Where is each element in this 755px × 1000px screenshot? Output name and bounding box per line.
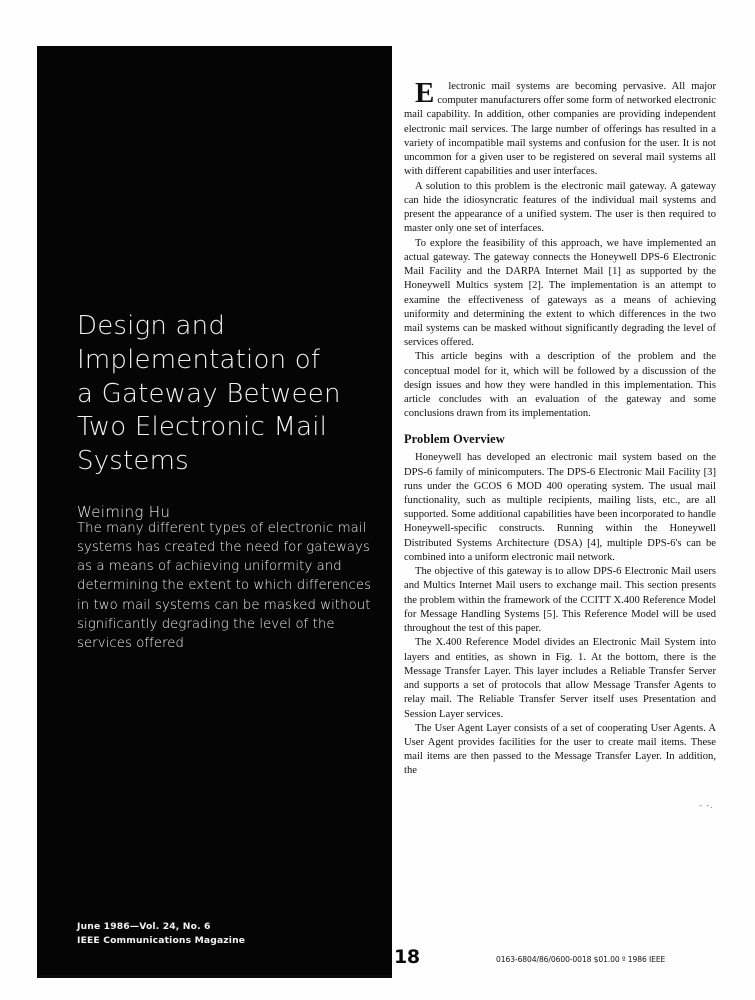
copyright-line: 0163-6804/86/0600-0018 $01.00 º 1986 IEEE bbox=[496, 955, 666, 964]
body-paragraph-text: lectronic mail systems are becoming pervasive. All major computer manufacturers offer some form of networked electronic mail capability. In addition, other companies are providing independent electronic mail services. The large number of offerings has resulted in a variety of incompatible mail systems and confusion for the user. It is not uncommon for a given user to be registered on several mail systems all with different capabilities and user interfaces. bbox=[404, 81, 716, 178]
body-paragraph: The User Agent Layer consists of a set of cooperating User Agents. A User Agent provides facilities for the user to create mail items. These mail items are then passed to the Message Transfer Layer. In addition, the bbox=[404, 722, 716, 777]
section-heading-problem-overview: Problem Overview bbox=[404, 431, 505, 446]
body-paragraph: The X.400 Reference Model divides an Electronic Mail System into layers and entities, as shown in Fig. 1. At the bottom, there is the Message Transfer Layer. This layer includes a Reliable Transfer Server and supports a set of protocols that allow Message Transfer Agents to relay mail. The Reliable Transfer Server itself uses Presentation and Session Layer services. bbox=[404, 637, 716, 720]
page-number: 18 bbox=[394, 946, 420, 968]
body-paragraph bbox=[404, 77, 716, 180]
drop-cap-letter: E bbox=[415, 77, 435, 109]
title-block bbox=[77, 310, 377, 521]
title-panel bbox=[37, 46, 392, 978]
issue-line: June 1986—Vol. 24, No. 6 bbox=[77, 920, 211, 932]
body-paragraph: This article begins with a description of the problem and the conceptual model for it, which will be followed by a discussion of the design issues and how they were handled in this implementation. This article concludes with an evaluation of the gateway and some conclusions drawn from its implementation. bbox=[404, 351, 716, 420]
body-paragraph: Honeywell has developed an electronic mail system based on the DPS-6 family of minicomputers. The DPS-6 Electronic Mail Facility [3] runs under the GCOS 6 MOD 400 operating system. The usual mail functionality, such as multiple recipients, mailing lists, etc., are all supported. Some additional capabilities have been incorporated to handle Honeywell-specific constructs. Running within the Honeywell Distributed Systems Architecture (DSA) [4], multiple DPS-6's can be combined into a uniform electronic mail network. bbox=[404, 452, 716, 563]
body-paragraph: A solution to this problem is the electronic mail gateway. A gateway can hide the idiosyncratic features of the individual mail systems and present the appearance of a unified system. The user is then required to master only one set of interfaces. bbox=[404, 180, 716, 235]
panel-footer bbox=[77, 920, 245, 949]
page-title: Design and Implementation of a Gateway Between Two Electronic Mail Systems bbox=[77, 311, 341, 477]
body-text-column bbox=[404, 77, 716, 779]
abstract-text: The many different types of electronic mail systems has created the need for gateways as a means of achieving uniformity and determining the extent to which differences in two mail systems can be masked without significantly degrading the level of the services offered bbox=[77, 521, 372, 651]
publication-name: IEEE Communications Magazine bbox=[77, 934, 246, 946]
author-name: Weiming Hu bbox=[77, 502, 171, 521]
body-paragraph: To explore the feasibility of this approach, we have implemented an actual gateway. The gateway connects the Honeywell DPS-6 Electronic Mail Facility and the DARPA Internet Mail [1] as supported by the Honeywell Multics system [2]. The implementation is an attempt to examine the effectiveness of gateways as a means of achieving uniformity and determining the extent to which differences in the two mail systems can be masked without significantly degrading the level of services offered. bbox=[404, 237, 716, 349]
body-paragraph: The objective of this gateway is to allow DPS-6 Electronic Mail users and Multics Internet Mail users to exchange mail. This section presents the problem within the framework of the CCITT X.400 Reference Model for Message Handling Systems [5]. This Reference Model will be used throughout the test of this paper. bbox=[404, 566, 716, 635]
scan-artifact-marks: - -. bbox=[699, 800, 714, 810]
